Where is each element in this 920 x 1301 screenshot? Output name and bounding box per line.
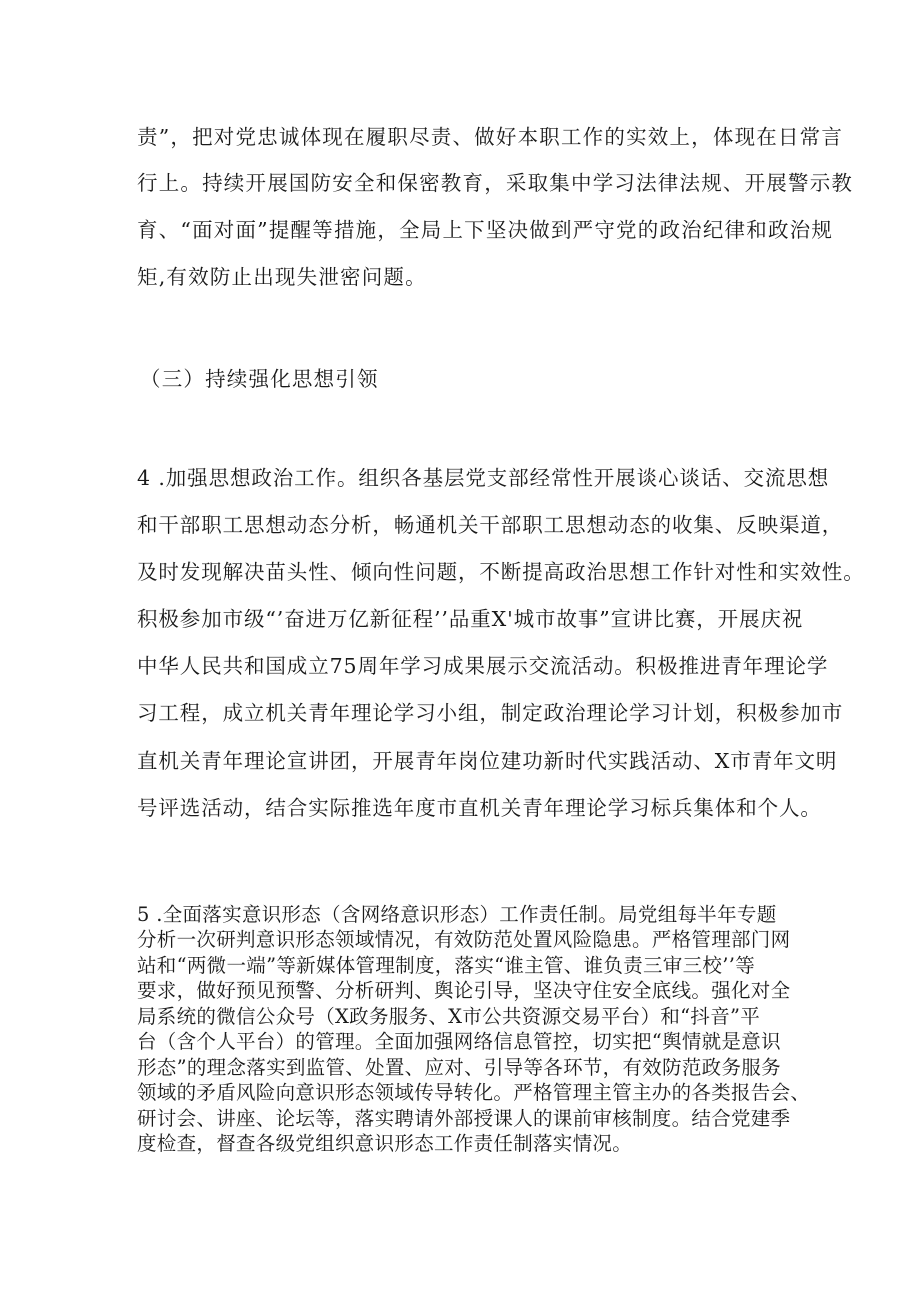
- text-line: 矩,有效防止出现失泄密问题。: [137, 265, 427, 289]
- text-line: 和干部职工思想动态分析，畅通机关干部职工思想动态的收集、反映渠道，: [137, 513, 844, 537]
- text-line: 中华人民共和国成立75周年学习成果展示交流活动。积极推进青年理论学: [137, 654, 829, 678]
- text-line: 研讨会、讲座、论坛等，落实聘请外部授课人的课前审核制度。结合党建季: [137, 1107, 791, 1130]
- text-line: 要求，做好预见预警、分析研判、舆论引导，坚决守住安全底线。强化对全: [137, 979, 791, 1002]
- text-line: 号评选活动，结合实际推选年度市直机关青年理论学习标兵集体和个人。: [137, 796, 822, 820]
- text-line: 局系统的微信公众号（X政务服务、X市公共资源交易平台）和“抖音”平: [137, 1005, 761, 1028]
- section-heading-3: （三）持续强化思想引领: [140, 367, 379, 391]
- text-line: 及时发现解决苗头性、倾向性问题，不断提高政治思想工作针对性和实效性。: [137, 560, 865, 584]
- text-line: 习工程，成立机关青年理论学习小组，制定政治理论学习计划，积极参加市: [137, 701, 844, 725]
- text-line: 领域的矛盾风险向意识形态领域传导转化。严格管理主管主办的各类报告会、: [137, 1081, 811, 1104]
- text-line: 育、“面对面”提醒等措施，全局上下坚决做到严守党的政治纪律和政治规: [137, 218, 834, 242]
- text-line: 台（含个人平台）的管理。全面加强网络信息管控，切实把“舆情就是意识: [137, 1030, 781, 1053]
- text-line: 站和“两微一端”等新媒体管理制度，落实“谁主管、谁负责三审三校’’等: [137, 954, 756, 977]
- text-line: 行上。持续开展国防安全和保密教育，采取集中学习法律法规、开展警示教: [137, 171, 854, 195]
- text-line: 4 .加强思想政治工作。组织各基层党支部经常性开展谈心谈话、交流思想: [137, 466, 830, 490]
- text-line: 责”，把对党忠诚体现在履职尽责、做好本职工作的实效上，体现在日常言: [137, 125, 844, 149]
- text-line: 度检查，督查各级党组织意识形态工作责任制落实情况。: [137, 1132, 633, 1155]
- text-line: 直机关青年理论宣讲团，开展青年岗位建功新时代实践活动、X市青年文明: [137, 749, 838, 773]
- text-line: 积极参加市级“’奋进万亿新征程’’品重X'城市故事”宣讲比赛，开展庆祝: [137, 607, 804, 631]
- text-line: 分析一次研判意识形态领域情况，有效防范处置风险隐患。严格管理部门网: [137, 928, 791, 951]
- text-line: 5 .全面落实意识形态（含网络意识形态）工作责任制。局党组每半年专题: [137, 903, 777, 926]
- text-line: 形态”的理念落实到监管、处置、应对、引导等各环节，有效防范政务服务: [137, 1056, 781, 1079]
